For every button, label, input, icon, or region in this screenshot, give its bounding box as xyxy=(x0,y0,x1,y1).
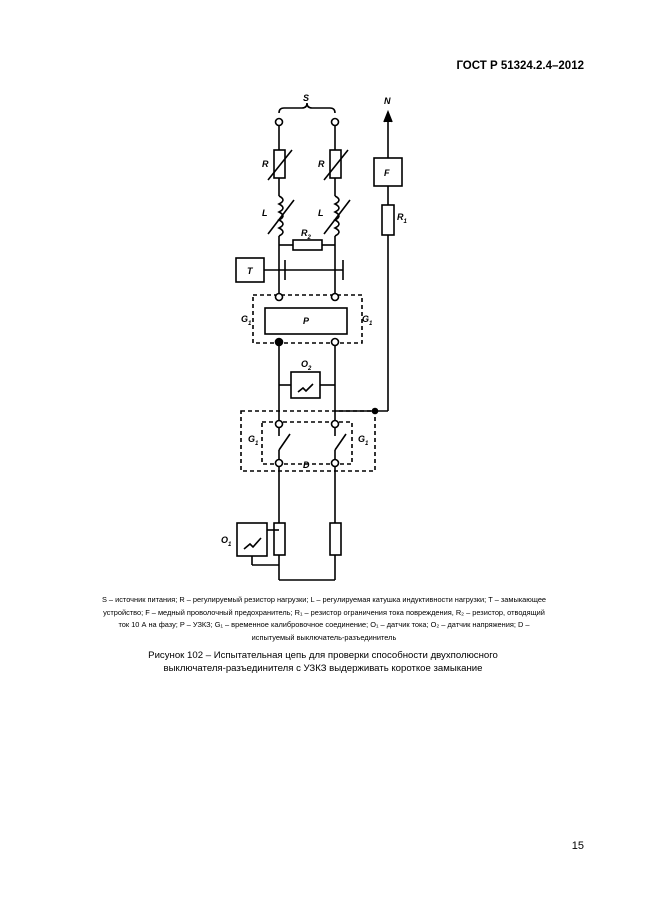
legend-line: ток 10 А на фазу; P – УЗКЗ; G₁ – временное калибровочное соединение; O₁ – датчик тока; O₂ – датчик напряжения; D – xyxy=(118,620,530,629)
switch-contact-right xyxy=(335,434,346,450)
resistor-r1 xyxy=(382,205,394,235)
label-s: S xyxy=(303,93,310,103)
label-o1: $O_1$ xyxy=(221,535,232,548)
resistor-r-left xyxy=(274,150,285,178)
resistor-r-right xyxy=(330,150,341,178)
load-resistor-right xyxy=(330,523,341,555)
switch-contact-left xyxy=(279,434,290,450)
figure-legend xyxy=(44,594,604,644)
current-sensor-o1 xyxy=(237,523,267,556)
arrow-n xyxy=(384,112,392,122)
load-resistor-left xyxy=(274,523,285,555)
source-terminal-left xyxy=(276,119,283,126)
voltage-sensor-o2 xyxy=(291,372,320,398)
figure-caption xyxy=(60,649,586,675)
label-f: F xyxy=(384,168,390,178)
page-number: 15 xyxy=(571,840,584,852)
label-r1: $R_1$ xyxy=(397,212,407,225)
label-r2: $R_2$ xyxy=(301,228,311,241)
label-d: D xyxy=(303,460,310,470)
calibration-link-lower xyxy=(262,422,352,464)
caption-line: Рисунок 102 – Испытательная цепь для проверки способности двухполюсного xyxy=(148,650,498,661)
caption-line: выключателя-разъединителя с УЗКЗ выдерживать короткое замыкание xyxy=(163,663,483,674)
legend-line: испытуемый выключатель-разъединитель xyxy=(251,632,397,642)
legend-line: устройство; F – медный проволочный предохранитель; R₁ – резистор ограничения тока повреждения, R₂ – резистор, отводящий xyxy=(103,607,545,617)
label-g1-lower-left: $G_1$ xyxy=(248,434,259,447)
source-terminal-right xyxy=(332,119,339,126)
label-t: T xyxy=(247,266,253,276)
label-l-left: L xyxy=(262,208,268,218)
label-r-left: R xyxy=(262,159,269,169)
label-n: N xyxy=(384,96,391,106)
source-brace xyxy=(279,103,335,113)
label-r-right: R xyxy=(318,159,325,169)
label-o2: $O_2$ xyxy=(301,359,312,372)
label-l-right: L xyxy=(318,208,324,218)
label-g1-upper-left: $G_1$ xyxy=(241,314,252,327)
legend-line: S – источник питания; R – регулируемый резистор нагрузки; L – регулируемая катушка индуктивности нагрузки; T – замыкающее xyxy=(101,595,547,604)
label-g1-upper-right: $G_1$ xyxy=(362,314,373,327)
standard-designation: ГОСТ Р 51324.2.4–2012 xyxy=(456,60,584,72)
label-g1-lower-right: $G_1$ xyxy=(358,434,369,447)
resistor-r2 xyxy=(293,240,322,250)
label-p: P xyxy=(303,316,310,326)
